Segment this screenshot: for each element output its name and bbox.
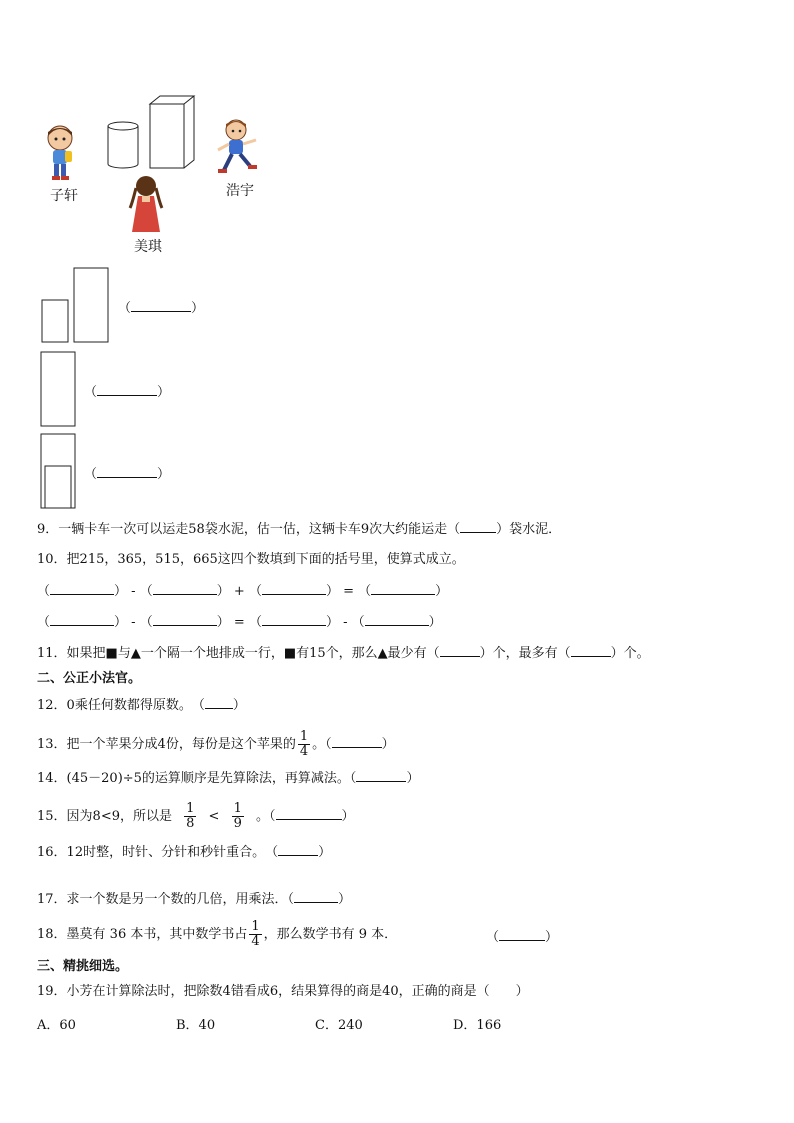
section-2-title: 二、公正小法官。 — [37, 671, 142, 686]
q10-eq2-blank-3[interactable] — [262, 613, 326, 626]
q19-option-a[interactable]: A．60 — [37, 1018, 76, 1033]
question-16: 16．12时整，时针、分针和秒针重合。 （ ） — [37, 845, 332, 860]
q15-fraction-2: $\frac{1}{9}$ — [233, 801, 242, 831]
view-3-shapes — [40, 432, 78, 510]
boy-zixuan-illustration — [44, 124, 76, 182]
view-1-answer: （ ） — [118, 301, 205, 316]
q15-blank[interactable] — [276, 807, 342, 820]
view-1-blank[interactable] — [131, 299, 191, 312]
q13-blank[interactable] — [332, 735, 382, 748]
question-14: 14．(45－20)÷5的运算顺序是先算除法，再算减法。（ ） — [37, 771, 420, 786]
q10-eq2-blank-2[interactable] — [153, 613, 217, 626]
q10-eq1-blank-4[interactable] — [371, 582, 435, 595]
name-meiqi: 美琪 — [134, 239, 162, 255]
view-2-blank[interactable] — [97, 383, 157, 396]
q9-blank[interactable] — [460, 520, 496, 533]
view-2-shapes — [40, 350, 78, 428]
q10-eq1-blank-2[interactable] — [153, 582, 217, 595]
question-15: 15．因为8<9，所以是 $\frac{1}{8}$ < $\frac{1}{9}$ 。（ ） — [37, 801, 355, 831]
view-1-shapes — [40, 266, 112, 344]
q19-option-d[interactable]: D．166 — [453, 1018, 502, 1033]
name-zixuan: 子轩 — [50, 188, 78, 204]
q10-eq2-blank-4[interactable] — [365, 613, 429, 626]
question-13: 13．把一个苹果分成4份，每份是这个苹果的 $\frac{1}{4}$ 。（ ） — [37, 729, 395, 759]
boy-haoyu-illustration — [214, 118, 262, 180]
q15-fraction-1: $\frac{1}{8}$ — [186, 801, 195, 831]
question-12: 12．0乘任何数都得原数。 （ ） — [37, 698, 246, 713]
view-3-blank[interactable] — [97, 465, 157, 478]
question-9: 9．一辆卡车一次可以运走58袋水泥，估一估，这辆卡车9次大约能运走（ ）袋水泥． — [37, 522, 562, 537]
q17-blank[interactable] — [294, 890, 338, 903]
q10-eq1-blank-1[interactable] — [50, 582, 114, 595]
q19-option-c[interactable]: C．240 — [315, 1018, 363, 1033]
q18-fraction: $\frac{1}{4}$ — [251, 919, 260, 949]
q11-blank-min[interactable] — [440, 644, 480, 657]
view-3-answer: （ ） — [84, 467, 171, 482]
q16-blank[interactable] — [278, 843, 318, 856]
q10-equation-2: （ ） - （ ） = （ ） - （ ） — [37, 615, 442, 630]
section-3-title: 三、精挑细选。 — [37, 959, 129, 974]
q18-blank[interactable] — [499, 928, 545, 941]
q18-answer: （ ） — [486, 930, 559, 945]
question-10: 10．把215，365，515，665这四个数填到下面的括号里，使算式成立。 — [37, 552, 465, 567]
girl-meiqi-illustration — [124, 174, 168, 236]
q10-equation-1: （ ） - （ ） + （ ） = （ ） — [37, 584, 449, 599]
view-2-answer: （ ） — [84, 385, 171, 400]
question-18: 18．墨莫有 36 本书，其中数学书占 $\frac{1}{4}$ ，那么数学书有 9 本． — [37, 919, 398, 949]
q12-blank[interactable] — [205, 696, 233, 709]
q14-blank[interactable] — [356, 769, 406, 782]
q19-option-b[interactable]: B．40 — [176, 1018, 216, 1033]
question-17: 17．求一个数是另一个数的几倍，用乘法．（ ） — [37, 892, 352, 907]
q10-eq2-blank-1[interactable] — [50, 613, 114, 626]
q11-blank-max[interactable] — [571, 644, 611, 657]
name-haoyu: 浩宇 — [226, 183, 254, 199]
cylinder-illustration — [106, 120, 140, 170]
cuboid-illustration — [148, 94, 198, 172]
q13-fraction: $\frac{1}{4}$ — [299, 729, 309, 759]
question-11: 11．如果把■与▲一个隔一个地排成一行，■有15个，那么▲最少有（ ）个，最多有（ ）个。 — [37, 646, 650, 661]
question-19: 19．小芳在计算除法时，把除数4错看成6，结果算得的商是40，正确的商是（ ） — [37, 984, 529, 999]
q10-eq1-blank-3[interactable] — [262, 582, 326, 595]
